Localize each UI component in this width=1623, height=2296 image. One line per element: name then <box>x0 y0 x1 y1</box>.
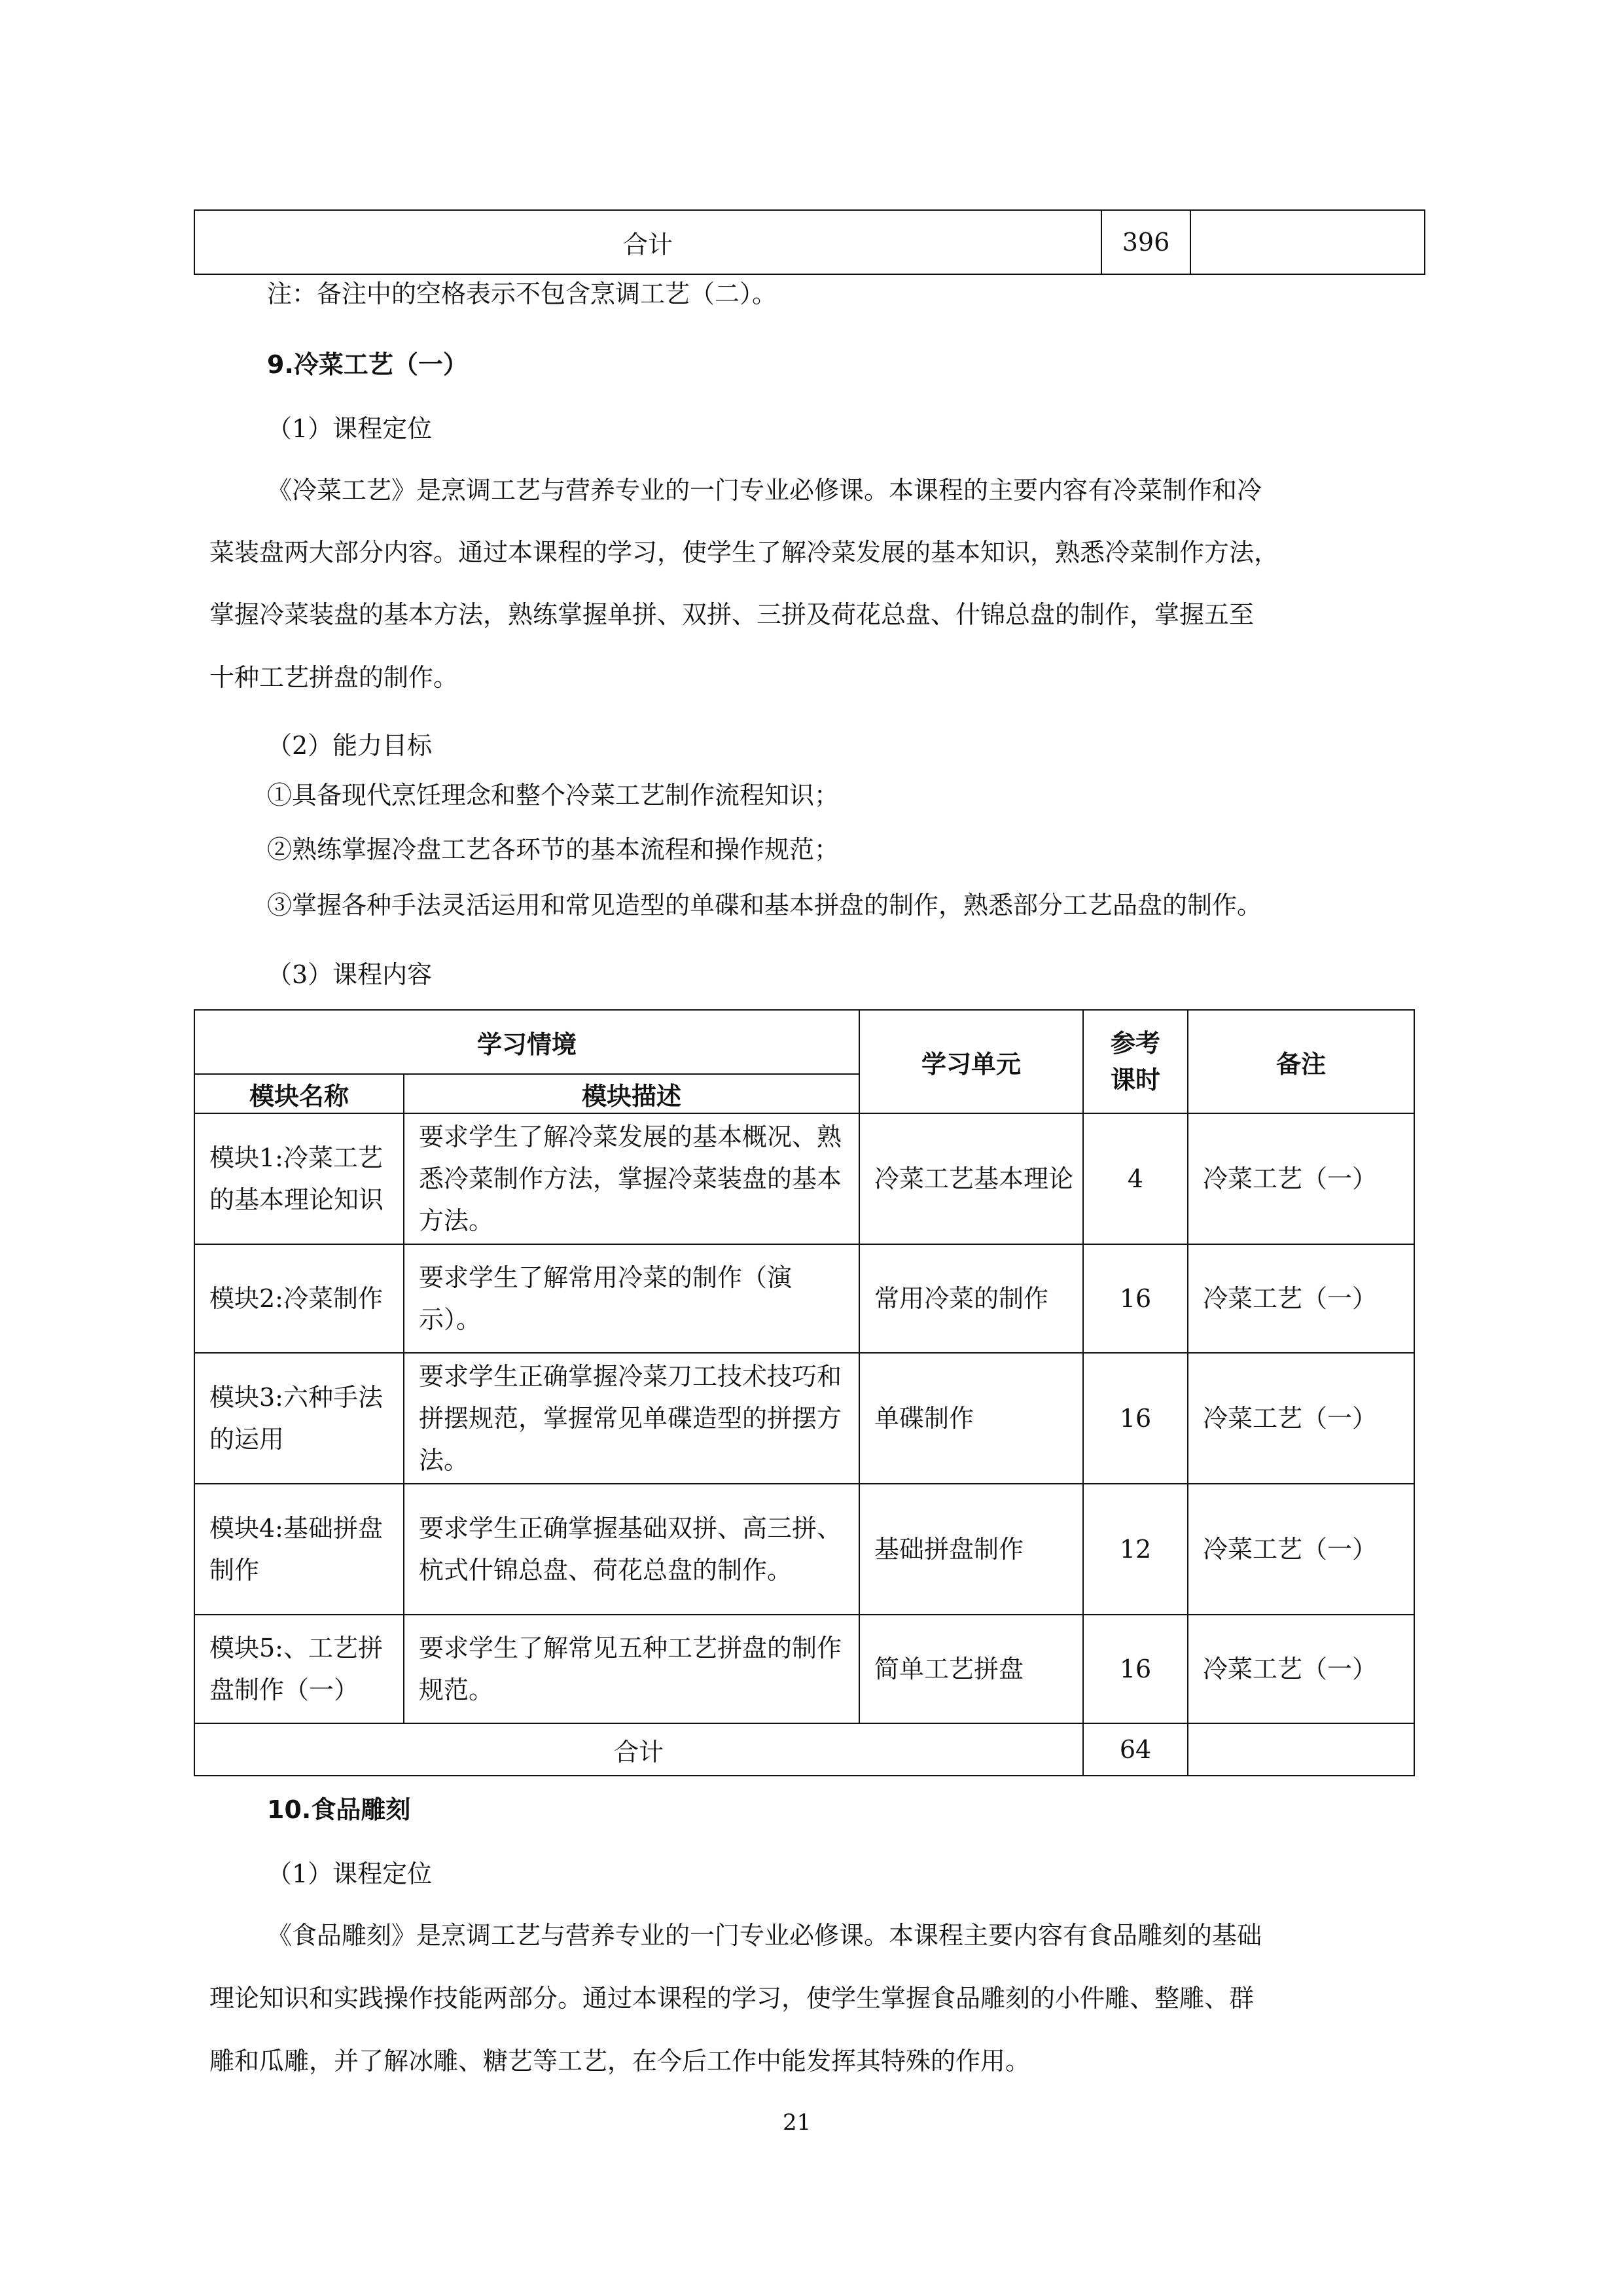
section-10-position-heading: （1）课程定位 <box>267 1859 433 1888</box>
total-label: 合计 <box>194 210 1101 274</box>
total-remark <box>1190 210 1425 274</box>
section-10-position-line: 雕和瓜雕，并了解冰雕、糖艺等工艺，在今后工作中能发挥其特殊的作用。 <box>209 2047 1031 2075</box>
module-desc: 要求学生正确掌握基础双拼、高三拼、杭式什锦总盘、荷花总盘的制作。 <box>404 1484 859 1615</box>
section-9-position-line: 掌握冷菜装盘的基本方法，熟练掌握单拼、双拼、三拼及荷花总盘、什锦总盘的制作，掌握五至 <box>209 600 1255 629</box>
header-hours <box>1083 1010 1188 1113</box>
page-number: 21 <box>783 2109 812 2136</box>
table-row <box>194 1484 1414 1615</box>
learning-unit: 常用冷菜的制作 <box>859 1244 1083 1353</box>
module-desc: 要求学生了解冷菜发展的基本概况、熟悉冷菜制作方法，掌握冷菜装盘的基本方法。 <box>404 1113 859 1244</box>
ability-item: ②熟练掌握冷盘工艺各环节的基本流程和操作规范； <box>267 835 840 864</box>
header-module-name: 模块名称 <box>194 1074 404 1113</box>
learning-unit: 基础拼盘制作 <box>859 1484 1083 1615</box>
ability-item: ①具备现代烹饪理念和整个冷菜工艺制作流程知识； <box>267 781 840 810</box>
table-total-hours: 64 <box>1083 1723 1188 1776</box>
module-name: 模块3:六种手法的运用 <box>194 1353 404 1484</box>
ability-item: ③掌握各种手法灵活运用和常见造型的单碟和基本拼盘的制作，熟悉部分工艺品盘的制作。 <box>267 891 1262 920</box>
module-desc: 要求学生正确掌握冷菜刀工技术技巧和拼摆规范，掌握常见单碟造型的拼摆方法。 <box>404 1353 859 1484</box>
table-row <box>194 1615 1414 1723</box>
section-9-position-line: 十种工艺拼盘的制作。 <box>209 663 459 692</box>
table-row <box>194 1244 1414 1353</box>
module-desc: 要求学生了解常见五种工艺拼盘的制作规范。 <box>404 1615 859 1723</box>
section-9-position-heading: （1）课程定位 <box>267 414 433 443</box>
learning-unit: 冷菜工艺基本理论 <box>859 1113 1083 1244</box>
section-9-content-heading: （3）课程内容 <box>267 960 433 989</box>
header-unit: 学习单元 <box>859 1010 1083 1113</box>
section-9-title: 9.冷菜工艺（一） <box>267 350 468 379</box>
table-row <box>194 1113 1414 1244</box>
header-module-desc: 模块描述 <box>404 1074 859 1113</box>
header-situation: 学习情境 <box>194 1010 859 1074</box>
module-name: 模块1:冷菜工艺的基本理论知识 <box>194 1113 404 1244</box>
remark: 冷菜工艺（一） <box>1188 1244 1414 1353</box>
hours: 16 <box>1083 1244 1188 1353</box>
hours: 4 <box>1083 1113 1188 1244</box>
module-name: 模块4:基础拼盘制作 <box>194 1484 404 1615</box>
table-total-remark <box>1188 1723 1414 1776</box>
section-9-ability-heading: （2）能力目标 <box>267 731 433 760</box>
section-10-position-line: 《食品雕刻》是烹调工艺与营养专业的一门专业必修课。本课程主要内容有食品雕刻的基础 <box>267 1921 1262 1950</box>
table-total-row <box>194 1723 1414 1776</box>
hours: 16 <box>1083 1615 1188 1723</box>
section-9-position-line: 菜装盘两大部分内容。通过本课程的学习，使学生了解冷菜发展的基本知识，熟悉冷菜制作方法， <box>209 538 1279 567</box>
learning-unit: 简单工艺拼盘 <box>859 1615 1083 1723</box>
header-hours-text: 参考课时 <box>1111 1029 1161 1094</box>
hours: 16 <box>1083 1353 1188 1484</box>
remark: 冷菜工艺（一） <box>1188 1113 1414 1244</box>
section-9-position-line: 《冷菜工艺》是烹调工艺与营养专业的一门专业必修课。本课程的主要内容有冷菜制作和冷 <box>267 476 1262 505</box>
course-content-table <box>194 1009 1415 1776</box>
header-remark: 备注 <box>1188 1010 1414 1113</box>
remark: 冷菜工艺（一） <box>1188 1615 1414 1723</box>
summary-table <box>194 209 1425 275</box>
module-name: 模块5:、工艺拼盘制作（一） <box>194 1615 404 1723</box>
remark: 冷菜工艺（一） <box>1188 1484 1414 1615</box>
learning-unit: 单碟制作 <box>859 1353 1083 1484</box>
module-name: 模块2:冷菜制作 <box>194 1244 404 1353</box>
section-10-position-line: 理论知识和实践操作技能两部分。通过本课程的学习，使学生掌握食品雕刻的小件雕、整雕、群 <box>209 1984 1255 2013</box>
note: 注：备注中的空格表示不包含烹调工艺（二）。 <box>267 279 777 308</box>
module-desc: 要求学生了解常用冷菜的制作（演示）。 <box>404 1244 859 1353</box>
total-hours: 396 <box>1101 210 1190 274</box>
table-total-label: 合计 <box>194 1723 1083 1776</box>
section-10-title: 10.食品雕刻 <box>267 1795 411 1824</box>
hours: 12 <box>1083 1484 1188 1615</box>
table-row <box>194 1353 1414 1484</box>
remark: 冷菜工艺（一） <box>1188 1353 1414 1484</box>
